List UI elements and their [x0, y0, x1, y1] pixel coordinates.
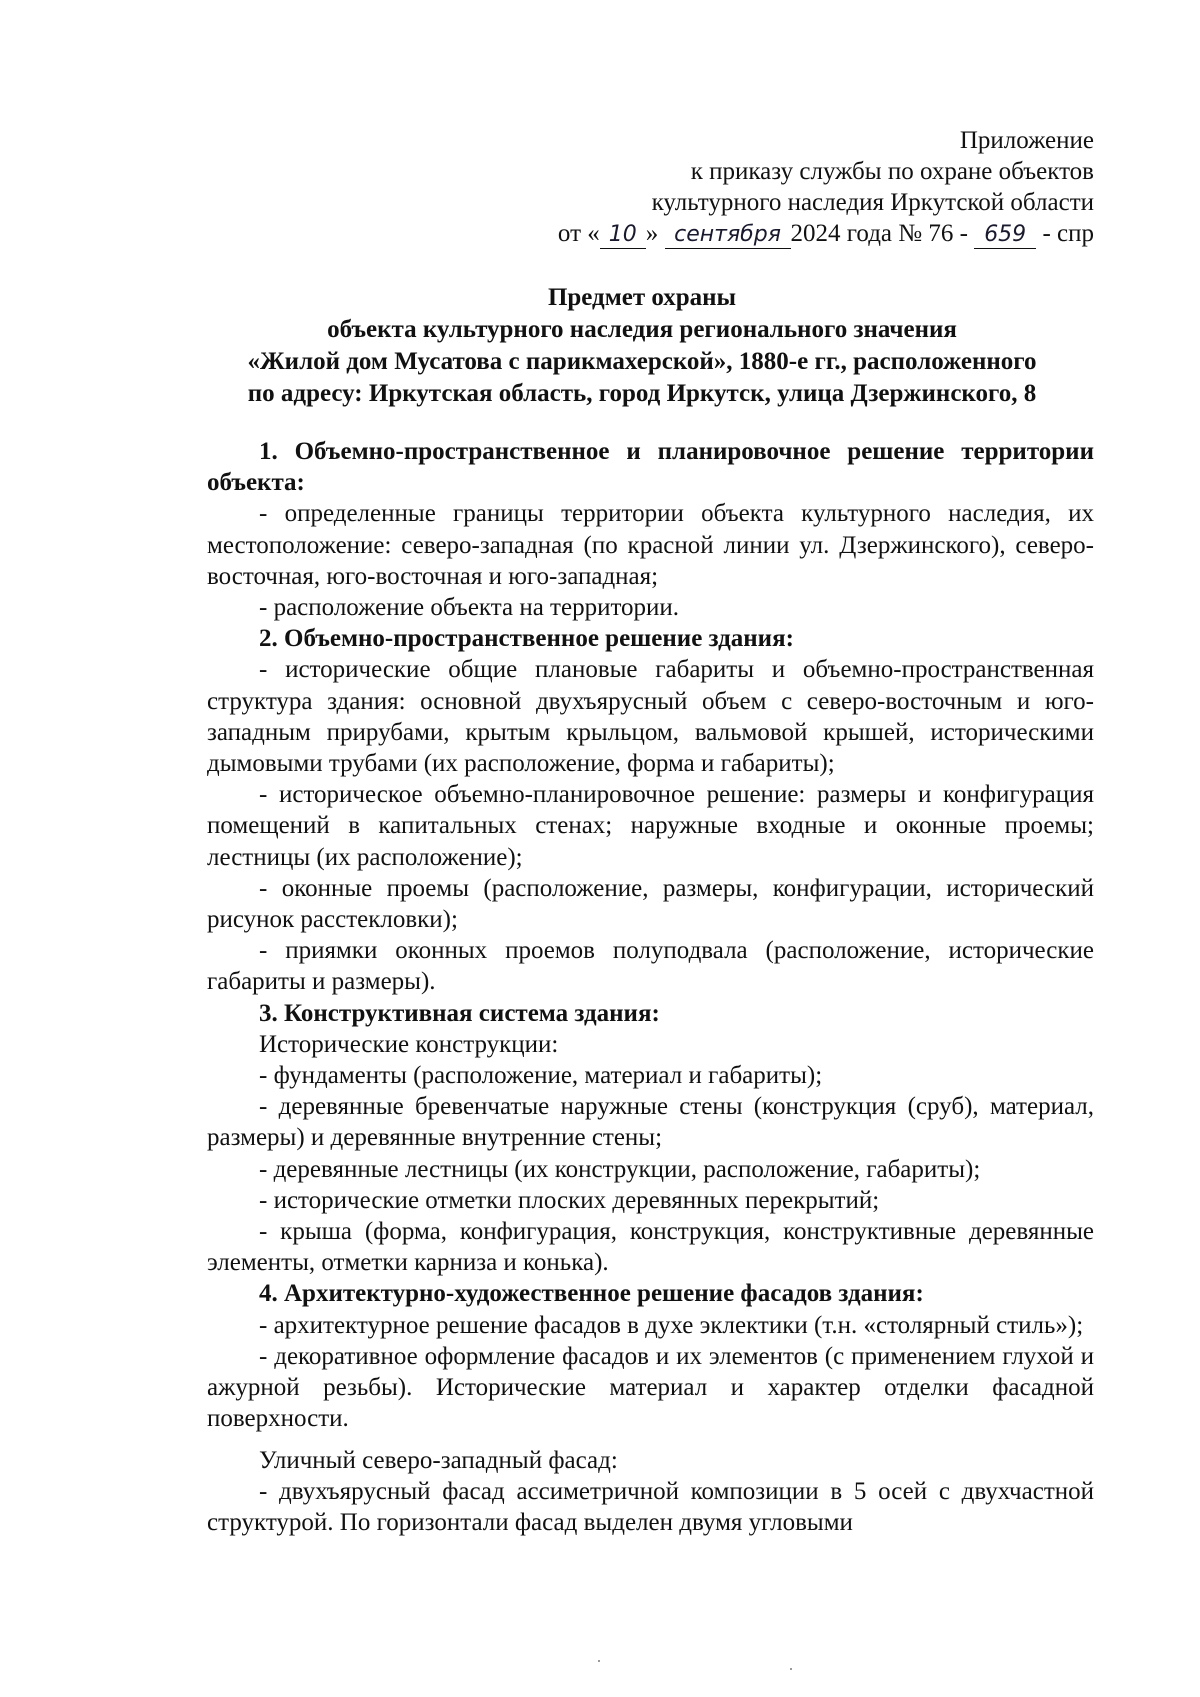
appendix-order-line: к приказу службы по охране объектов: [690, 158, 1094, 185]
list-item: - определенные границы территории объекта культурного наследия, их местоположение: северо-западная (по красной линии ул. Дзержинского), северо-восточная, юго-восточная и юго-западная;: [207, 500, 1094, 590]
list-item: - расположение объекта на территории.: [259, 594, 680, 622]
list-item: - оконные проемы (расположение, размеры, конфигурации, исторический рисунок расстекловки);: [207, 874, 1094, 934]
scan-artifact: [790, 1668, 792, 1670]
date-year-text: 2024 года № 76 -: [790, 220, 968, 247]
appendix-title: Приложение: [959, 127, 1094, 154]
list-item: - историческое объемно-планировочное решение: размеры и конфигурация помещений в капитальных стенах; наружные входные и оконные проемы; лестницы (их расположение);: [207, 781, 1094, 871]
list-item: - приямки оконных проемов полуподвала (расположение, исторические габариты и размеры).: [207, 937, 1094, 996]
handwritten-day: 10: [600, 222, 646, 249]
list-item: - двухъярусный фасад ассиметричной композиции в 5 осей с двухчастной структурой. По горизонтали фасад выделен двумя угловыми: [207, 1477, 1094, 1536]
list-item: - деревянные бревенчатые наружные стены (конструкция (сруб), материал, размеры) и деревянные внутренние стены;: [207, 1093, 1094, 1152]
handwritten-month: сентября: [665, 222, 791, 249]
list-item: - декоративное оформление фасадов и их элементов (с применением глухой и ажурной резьбы). Исторические материал и характер отделки фасадной поверхности.: [207, 1342, 1094, 1433]
list-item: - исторические общие плановые габариты и объемно-пространственная структура здания: основной двухъярусный объем с северо-восточным и юго-западным прирубами, крытым крыльцом, вальмовой крышей, историческими дымовыми трубами (их расположение, форма и габариты);: [207, 656, 1094, 778]
list-item: - деревянные лестницы (их конструкции, расположение, габариты);: [259, 1155, 981, 1183]
list-item: - архитектурное решение фасадов в духе эклектики (т.н. «столярный стиль»);: [259, 1311, 1084, 1339]
section-heading-4: 4. Архитектурно-художественное решение фасадов здания:: [259, 1280, 924, 1308]
document-body: [207, 436, 1094, 1538]
appendix-agency-line: культурного наследия Иркутской области: [651, 189, 1094, 216]
scan-artifact: [598, 1660, 600, 1662]
appendix-header: [558, 125, 1094, 249]
subheading: Уличный северо-западный фасад:: [259, 1446, 618, 1474]
title-line-4: по адресу: Иркутская область, город Иркутск, улица Дзержинского, 8: [247, 380, 1037, 407]
title-line-3: «Жилой дом Мусатова с парикмахерской», 1880-е гг., расположенного: [247, 348, 1037, 375]
handwritten-order-number: 659: [974, 222, 1036, 249]
section-heading-2: 2. Объемно-пространственное решение здания:: [259, 625, 794, 653]
list-item: - исторические отметки плоских деревянных перекрытий;: [259, 1186, 880, 1214]
order-suffix: - спр: [1042, 220, 1094, 247]
date-quote-close: »: [645, 220, 659, 247]
document-title: [190, 282, 1094, 410]
title-line-1: Предмет охраны: [547, 284, 737, 311]
title-line-2: объекта культурного наследия регионального значения: [327, 316, 957, 343]
date-prefix: от «: [557, 220, 600, 247]
appendix-date-line: [558, 218, 1094, 249]
list-item: - крыша (форма, конфигурация, конструкция, конструктивные деревянные элементы, отметки карниза и конька).: [207, 1218, 1094, 1277]
section-heading-1: 1. Объемно-пространственное и планировочное решение территории объекта:: [207, 438, 1094, 497]
list-item: - фундаменты (расположение, материал и габариты);: [259, 1062, 823, 1090]
section-heading-3: 3. Конструктивная система здания:: [259, 999, 660, 1027]
subheading: Исторические конструкции:: [259, 1030, 559, 1058]
